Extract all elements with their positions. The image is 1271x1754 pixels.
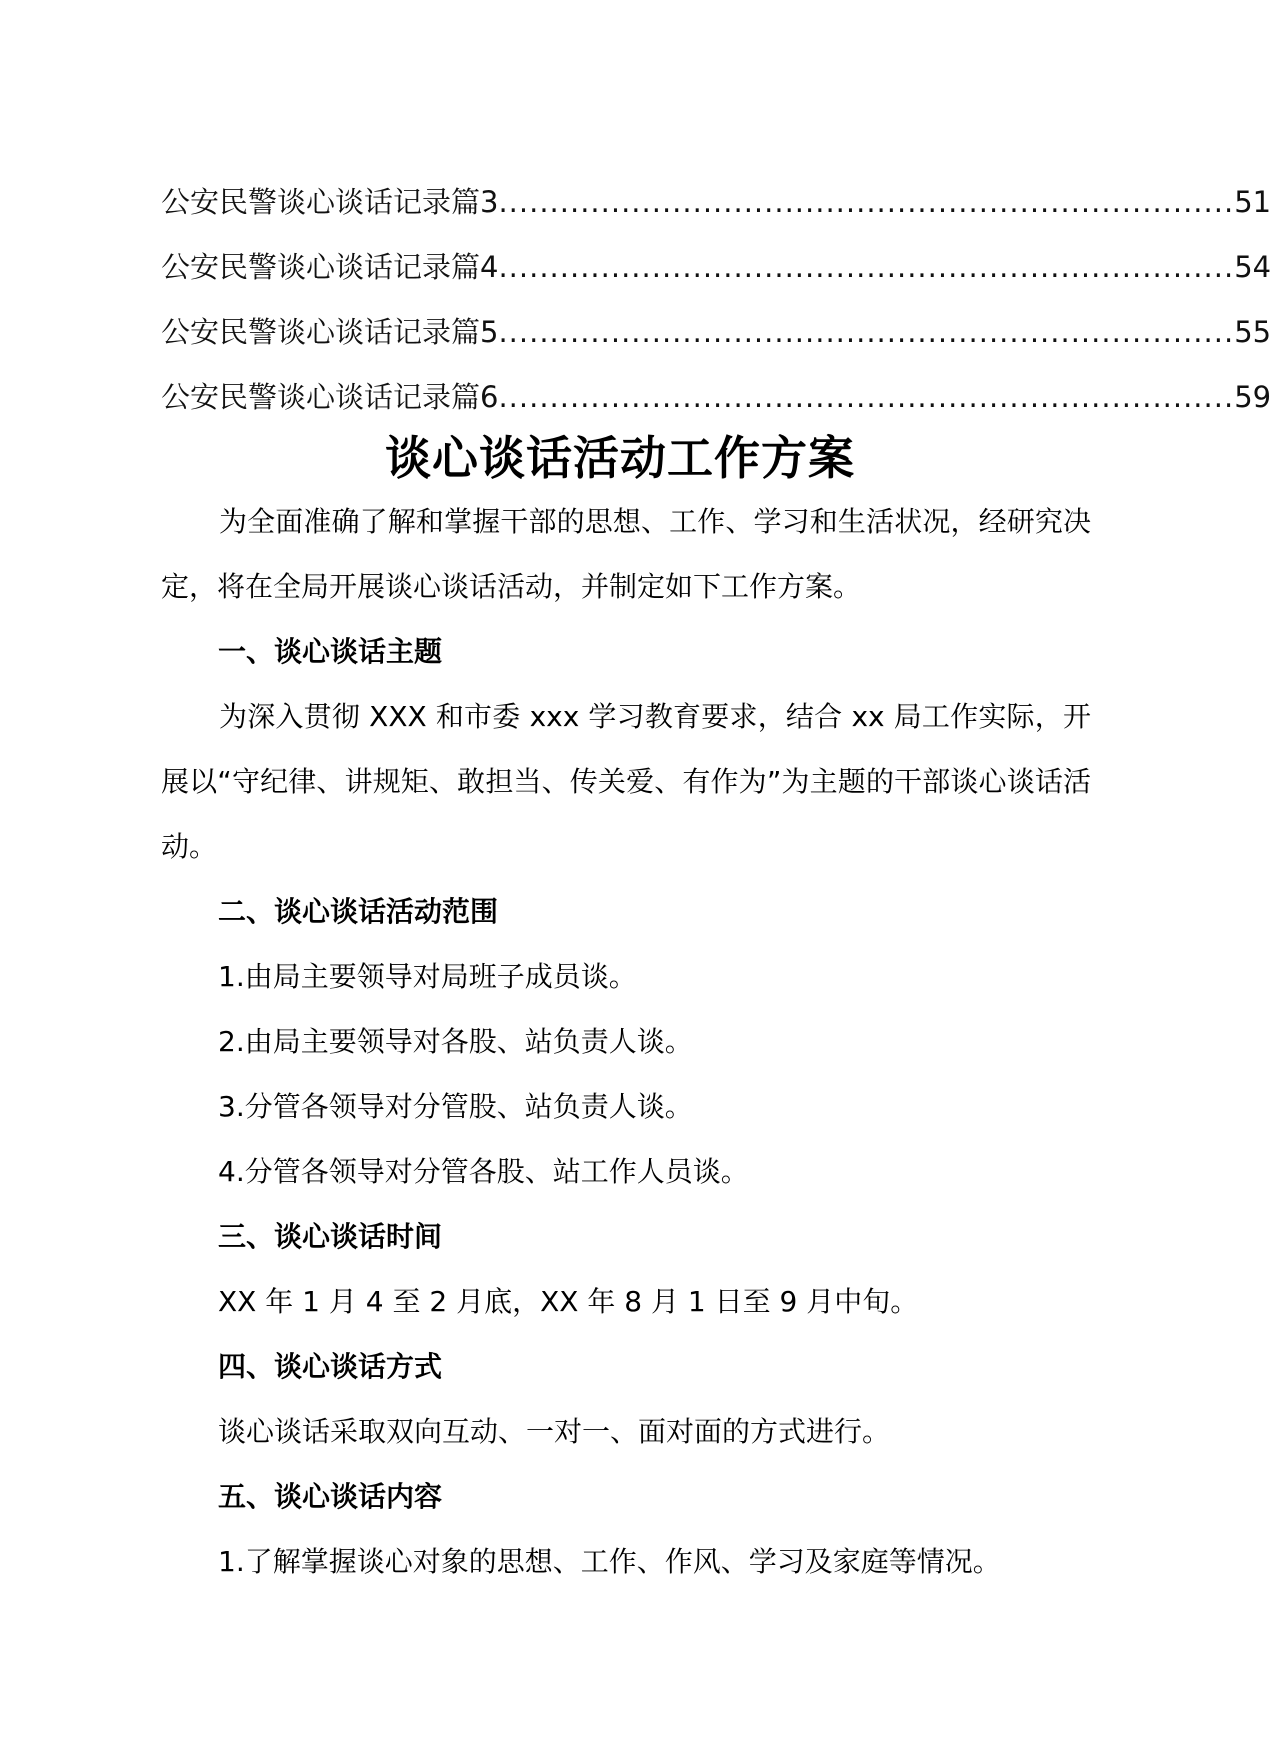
scope-list-item: 1.由局主要领导对局班子成员谈。 bbox=[218, 960, 637, 993]
document-title: 谈心谈话活动工作方案 bbox=[385, 431, 855, 485]
section-heading-content: 五、谈心谈话内容 bbox=[218, 1480, 443, 1513]
theme-paragraph-block bbox=[161, 684, 1091, 879]
toc-entry-number: 5 bbox=[480, 315, 499, 349]
time-text: XX 年 1 月 4 至 2 月底，XX 年 8 月 1 日至 9 月中旬。 bbox=[218, 1285, 919, 1318]
toc-entry[interactable] bbox=[161, 170, 1271, 235]
toc-entry-number: 3 bbox=[480, 185, 499, 219]
toc-entry-title: 公安民警谈心谈话记录篇 bbox=[161, 250, 481, 284]
toc-entry-title: 公安民警谈心谈话记录篇 bbox=[161, 185, 481, 219]
content-list-item: 1.了解掌握谈心对象的思想、工作、作风、学习及家庭等情况。 bbox=[218, 1545, 1001, 1578]
toc-leader-dots: ........................................................................ bbox=[498, 250, 1235, 284]
toc-entry-title: 公安民警谈心谈话记录篇 bbox=[161, 315, 481, 349]
toc-entry[interactable] bbox=[161, 300, 1271, 365]
toc-entry[interactable] bbox=[161, 235, 1271, 300]
theme-paragraph: 为深入贯彻 XXX 和市委 xxx 学习教育要求，结合 xx 局工作实际，开展以“守纪律、讲规矩、敢担当、传关爱、有作为”为主题的干部谈心谈话活动。 bbox=[161, 700, 1091, 863]
toc-leader-dots: ........................................................................ bbox=[498, 185, 1235, 219]
toc-leader-dots: ........................................................................ bbox=[498, 380, 1235, 414]
toc-page-number: 54 bbox=[1234, 250, 1271, 284]
section-heading-method: 四、谈心谈话方式 bbox=[218, 1350, 443, 1383]
method-text: 谈心谈话采取双向互动、一对一、面对面的方式进行。 bbox=[218, 1415, 891, 1448]
section-heading-theme: 一、谈心谈话主题 bbox=[218, 635, 443, 668]
toc-entry-number: 6 bbox=[480, 380, 499, 414]
scope-list-item: 4.分管各领导对分管各股、站工作人员谈。 bbox=[218, 1155, 749, 1188]
toc-page-number: 51 bbox=[1234, 185, 1271, 219]
toc-page-number: 55 bbox=[1234, 315, 1271, 349]
table-of-contents bbox=[161, 170, 1271, 430]
section-heading-scope: 二、谈心谈话活动范围 bbox=[218, 895, 499, 928]
scope-list-item: 3.分管各领导对分管股、站负责人谈。 bbox=[218, 1090, 693, 1123]
toc-entry-number: 4 bbox=[480, 250, 499, 284]
section-heading-time: 三、谈心谈话时间 bbox=[218, 1220, 443, 1253]
scope-list-item: 2.由局主要领导对各股、站负责人谈。 bbox=[218, 1025, 693, 1058]
toc-entry[interactable] bbox=[161, 365, 1271, 430]
toc-entry-title: 公安民警谈心谈话记录篇 bbox=[161, 380, 481, 414]
toc-leader-dots: ........................................................................ bbox=[498, 315, 1235, 349]
intro-paragraph: 为全面准确了解和掌握干部的思想、工作、学习和生活状况，经研究决定，将在全局开展谈心谈话活动，并制定如下工作方案。 bbox=[161, 505, 1091, 603]
toc-page-number: 59 bbox=[1234, 380, 1271, 414]
intro-paragraph-block bbox=[161, 489, 1091, 619]
